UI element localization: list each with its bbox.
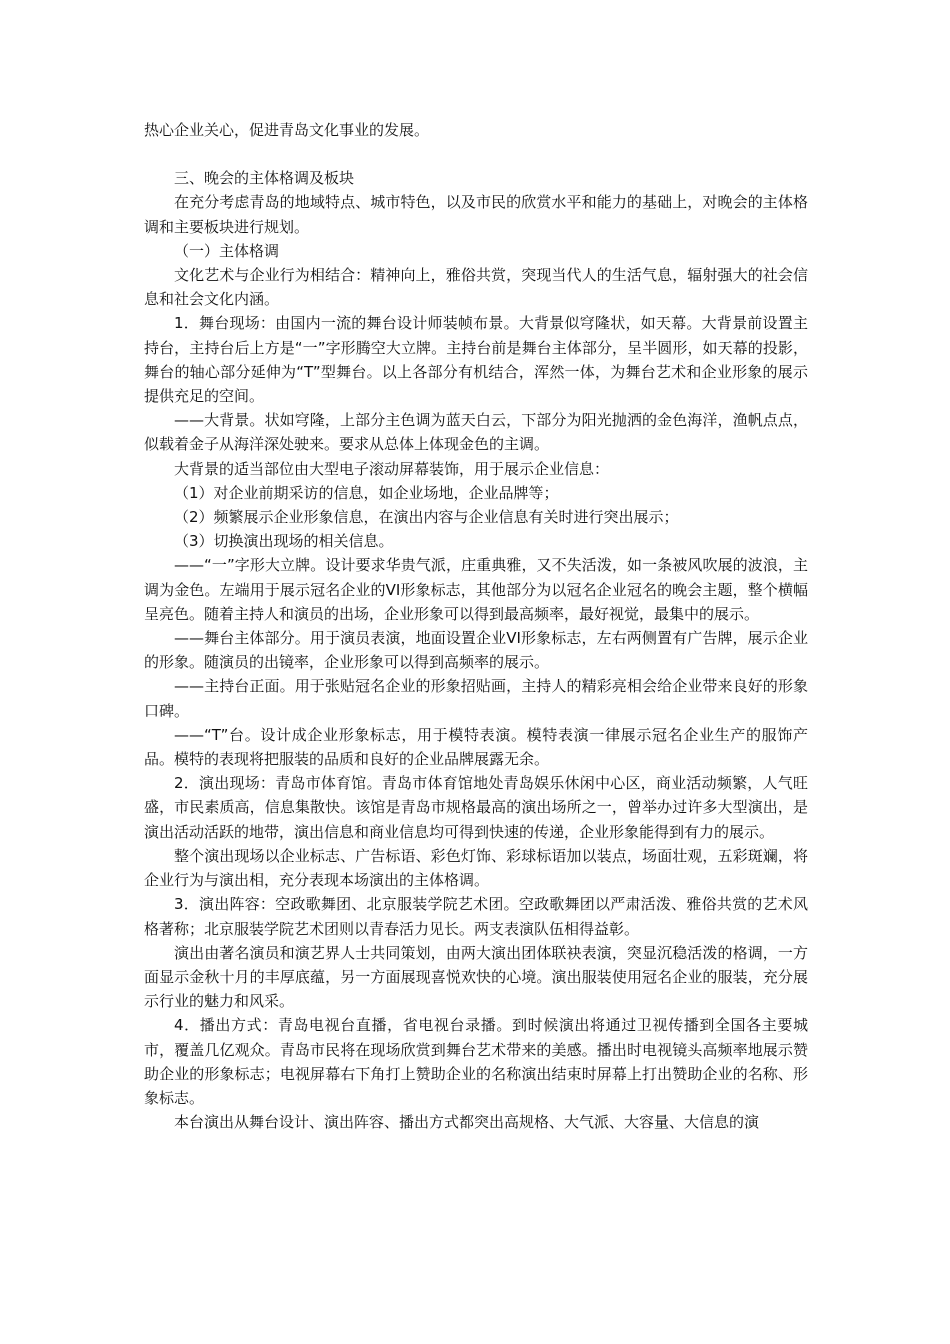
list-item-2: （2）频繁展示企业形象信息，在演出内容与企业信息有关时进行突出展示；: [174, 508, 679, 527]
list-item-3: （3）切换演出现场的相关信息。: [174, 532, 394, 551]
paragraph-summary: 本台演出从舞台设计、演出阵容、播出方式都突出高规格、大气派、大容量、大信息的演: [174, 1113, 760, 1132]
paragraph-backdrop: ——大背景。状如穹隆，上部分主色调为蓝天白云，下部分为阳光抛洒的金色海洋，渔帆点点，似载着金子从海洋深处驶来。要求从总体上体现金色的主调。: [144, 411, 808, 454]
paragraph-intro-tail: 热心企业关心，促进青岛文化事业的发展。: [144, 121, 430, 139]
paragraph-t-stage: ——“T”台。设计成企业形象标志，用于模特表演。模特表演一律展示冠名企业生产的服饰产品。模特的表现将把服装的品质和良好的企业品牌展露无余。: [144, 725, 808, 769]
paragraph-main-tone: 文化艺术与企业行为相结合：精神向上，雅俗共赏，突现当代人的生活气息，辐射强大的社会信息和社会文化内涵。: [144, 266, 808, 309]
paragraph-performance-plan: 演出由著名演员和演艺界人士共同策划，由两大演出团体联袂表演，突显沉稳活泼的格调，一方面显示金秋十月的丰厚底蕴，另一方面展现喜悦欢快的心境。演出服装使用冠名企业的服装，充分展示行业的魅力和风采。: [144, 943, 808, 1011]
paragraph-screen-intro: 大背景的适当部位由大型电子滚动屏幕装饰，用于展示企业信息：: [174, 459, 610, 478]
paragraph-broadcast: 4．播出方式：青岛电视台直播，省电视台录播。到时候演出将通过卫视传播到全国各主要城市，覆盖几亿观众。青岛市民将在现场欣赏到舞台艺术带来的美感。播出时电视镜头高频率地展示赞助企业的形象标志；电视屏幕右下角打上赞助企业的名称演出结束时屏幕上打出赞助企业的名称、形象标志。: [144, 1016, 808, 1107]
paragraph-section-intro: 在充分考虑青岛的地域特点、城市特色，以及市民的欣赏水平和能力的基础上，对晚会的主体格调和主要板块进行规划。: [144, 193, 808, 236]
list-item-1: （1）对企业前期采访的信息，如企业场地，企业品牌等；: [174, 483, 559, 502]
paragraph-venue-decoration: 整个演出现场以企业标志、广告标语、彩色灯饰、彩球标语加以装点，场面壮观，五彩斑斓，将企业行为与演出相，充分表现本场演出的主体格调。: [144, 846, 808, 890]
paragraph-venue: 2．演出现场：青岛市体育馆。青岛市体育馆地处青岛娱乐休闲中心区，商业活动频繁，人气旺盛，市民素质高，信息集散快。该馆是青岛市规格最高的演出场所之一，曾举办过许多大型演出，是演出活动活跃的地带，演出信息和商业信息均可得到快速的传递，企业形象能得到有力的展示。: [144, 774, 808, 841]
paragraph-billboard: ——“一”字形大立牌。设计要求华贵气派，庄重典雅，又不失活泼，如一条被风吹展的波浪，主调为金色。左端用于展示冠名企业的VI形象标志，其他部分为以冠名企业冠名的晚会主题，整个横幅呈亮色。随着主持人和演员的出场，企业形象可以得到最高频率，最好视觉，最集中的展示。: [144, 556, 808, 623]
section-heading-3: 三、晚会的主体格调及板块: [174, 169, 355, 188]
subsection-heading-1: （一）主体格调: [174, 241, 280, 260]
paragraph-stage-main: ——舞台主体部分。用于演员表演，地面设置企业VI形象标志，左右两侧置有广告牌，展示企业的形象。随演员的出镜率，企业形象可以得到高频率的展示。: [144, 629, 808, 672]
document-page: [144, 118, 808, 1134]
paragraph-performers: 3．演出阵容：空政歌舞团、北京服装学院艺术团。空政歌舞团以严肃活泼、雅俗共赏的艺术风格著称；北京服装学院艺术团则以青春活力见长。两支表演队伍相得益彰。: [144, 895, 808, 938]
paragraph-host-stand: ——主持台正面。用于张贴冠名企业的形象招贴画，主持人的精彩亮相会给企业带来良好的形象口碑。: [144, 677, 808, 720]
paragraph-stage-scene: 1．舞台现场：由国内一流的舞台设计师装帧布景。大背景似穹隆状，如天幕。大背景前设置主持台，主持台后上方是“一”字形腾空大立牌。主持台前是舞台主体部分，呈半圆形，如天幕的投影，舞台的轴心部分延伸为“T”型舞台。以上各部分有机结合，浑然一体，为舞台艺术和企业形象的展示提供充足的空间。: [144, 314, 808, 406]
